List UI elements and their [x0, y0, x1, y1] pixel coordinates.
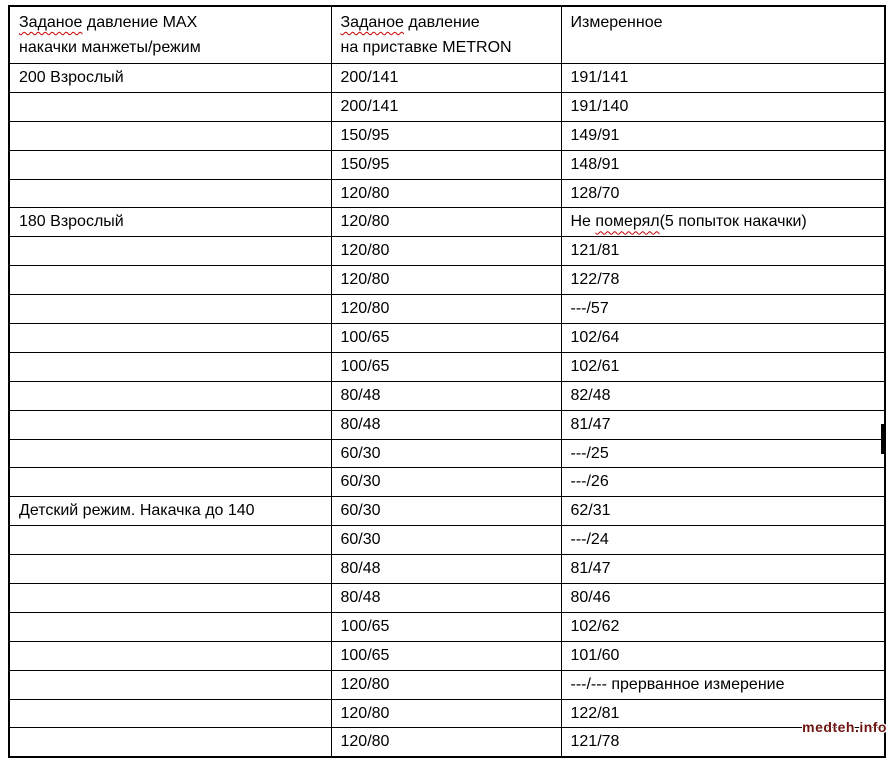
mode-cell [9, 468, 331, 497]
measured-cell: 102/64 [561, 324, 885, 353]
measured-cell: 122/81 [561, 699, 885, 728]
header-line-1: Измеренное [570, 14, 663, 31]
table-row [9, 728, 885, 757]
table-row [9, 150, 885, 179]
mode-cell [9, 555, 331, 584]
table-row [9, 526, 885, 555]
table-row [9, 352, 885, 381]
table-row [9, 208, 885, 237]
header-line-1 [19, 10, 327, 35]
set-pressure-cell: 120/80 [331, 699, 561, 728]
text-cursor [881, 424, 886, 454]
column-header-set-pressure [331, 6, 561, 64]
measured-cell: ---/57 [561, 295, 885, 324]
mode-cell [9, 439, 331, 468]
table-row [9, 295, 885, 324]
mode-cell [9, 670, 331, 699]
set-pressure-cell: 80/48 [331, 381, 561, 410]
set-pressure-cell: 80/48 [331, 555, 561, 584]
set-pressure-cell: 200/141 [331, 64, 561, 93]
mode-cell [9, 179, 331, 208]
mode-cell: 180 Взрослый [9, 208, 331, 237]
watermark: medteh.info [802, 719, 887, 735]
measured-cell: 80/46 [561, 584, 885, 613]
table-row [9, 381, 885, 410]
mode-cell [9, 612, 331, 641]
mode-cell [9, 584, 331, 613]
set-pressure-cell: 120/80 [331, 237, 561, 266]
header-row [9, 6, 885, 64]
measured-cell: 149/91 [561, 121, 885, 150]
measured-cell: 62/31 [561, 497, 885, 526]
set-pressure-cell: 120/80 [331, 670, 561, 699]
measured-cell: 102/61 [561, 352, 885, 381]
table-row [9, 237, 885, 266]
header-line-2: накачки манжеты/режим [19, 39, 201, 56]
measured-cell: 101/60 [561, 641, 885, 670]
mode-cell: Детский режим. Накачка до 140 [9, 497, 331, 526]
table-row [9, 410, 885, 439]
measured-cell: ---/24 [561, 526, 885, 555]
set-pressure-cell: 120/80 [331, 295, 561, 324]
measured-cell: ---/26 [561, 468, 885, 497]
table-row [9, 497, 885, 526]
mode-cell [9, 92, 331, 121]
set-pressure-cell: 100/65 [331, 352, 561, 381]
table-row [9, 584, 885, 613]
table-row [9, 670, 885, 699]
measured-cell: 191/141 [561, 64, 885, 93]
measured-cell: 81/47 [561, 410, 885, 439]
mode-cell [9, 526, 331, 555]
header-line-2: на приставке METRON [340, 39, 512, 56]
set-pressure-cell: 100/65 [331, 324, 561, 353]
measured-cell: 128/70 [561, 179, 885, 208]
measured-cell: Не померял(5 попыток накачки) [561, 208, 885, 237]
measured-cell: 121/81 [561, 237, 885, 266]
table-row [9, 324, 885, 353]
set-pressure-cell: 150/95 [331, 150, 561, 179]
set-pressure-cell: 120/80 [331, 179, 561, 208]
mode-cell [9, 266, 331, 295]
set-pressure-cell: 120/80 [331, 208, 561, 237]
table-row [9, 179, 885, 208]
table-row [9, 555, 885, 584]
mode-cell [9, 728, 331, 757]
table-row [9, 612, 885, 641]
header-line-1-rest: давление MAX [82, 14, 198, 31]
header-line-1 [341, 10, 557, 35]
measured-cell: 82/48 [561, 381, 885, 410]
measured-cell: 81/47 [561, 555, 885, 584]
measured-cell: 148/91 [561, 150, 885, 179]
table-row [9, 121, 885, 150]
misspelled-word: Заданое [19, 14, 83, 31]
measured-cell: 191/140 [561, 92, 885, 121]
set-pressure-cell: 60/30 [331, 526, 561, 555]
set-pressure-cell: 120/80 [331, 728, 561, 757]
mode-cell [9, 352, 331, 381]
table-row [9, 92, 885, 121]
mode-cell [9, 381, 331, 410]
column-header-mode [9, 6, 331, 64]
table-row [9, 64, 885, 93]
mode-cell [9, 324, 331, 353]
mode-cell [9, 699, 331, 728]
pressure-measurement-table [8, 5, 886, 758]
set-pressure-cell: 80/48 [331, 584, 561, 613]
measured-cell: ---/25 [561, 439, 885, 468]
set-pressure-cell: 80/48 [331, 410, 561, 439]
measured-cell: ---/--- прерванное измерение [561, 670, 885, 699]
header-line-1-rest: давление [403, 14, 480, 31]
measured-cell: 121/78 [561, 728, 885, 757]
set-pressure-cell: 200/141 [331, 92, 561, 121]
set-pressure-cell: 60/30 [331, 468, 561, 497]
mode-cell [9, 150, 331, 179]
set-pressure-cell: 60/30 [331, 497, 561, 526]
mode-cell [9, 121, 331, 150]
misspelled-word: померял [595, 213, 660, 231]
table-row [9, 699, 885, 728]
set-pressure-cell: 60/30 [331, 439, 561, 468]
table-body [9, 64, 885, 758]
set-pressure-cell: 150/95 [331, 121, 561, 150]
misspelled-word: Заданое [340, 14, 404, 31]
mode-cell [9, 641, 331, 670]
measured-cell: 102/62 [561, 612, 885, 641]
table-row [9, 266, 885, 295]
mode-cell [9, 237, 331, 266]
column-header-measured [561, 6, 885, 64]
set-pressure-cell: 100/65 [331, 641, 561, 670]
table-row [9, 439, 885, 468]
mode-cell: 200 Взрослый [9, 64, 331, 93]
mode-cell [9, 295, 331, 324]
table-row [9, 468, 885, 497]
set-pressure-cell: 100/65 [331, 612, 561, 641]
table-row [9, 641, 885, 670]
measured-cell: 122/78 [561, 266, 885, 295]
set-pressure-cell: 120/80 [331, 266, 561, 295]
mode-cell [9, 410, 331, 439]
